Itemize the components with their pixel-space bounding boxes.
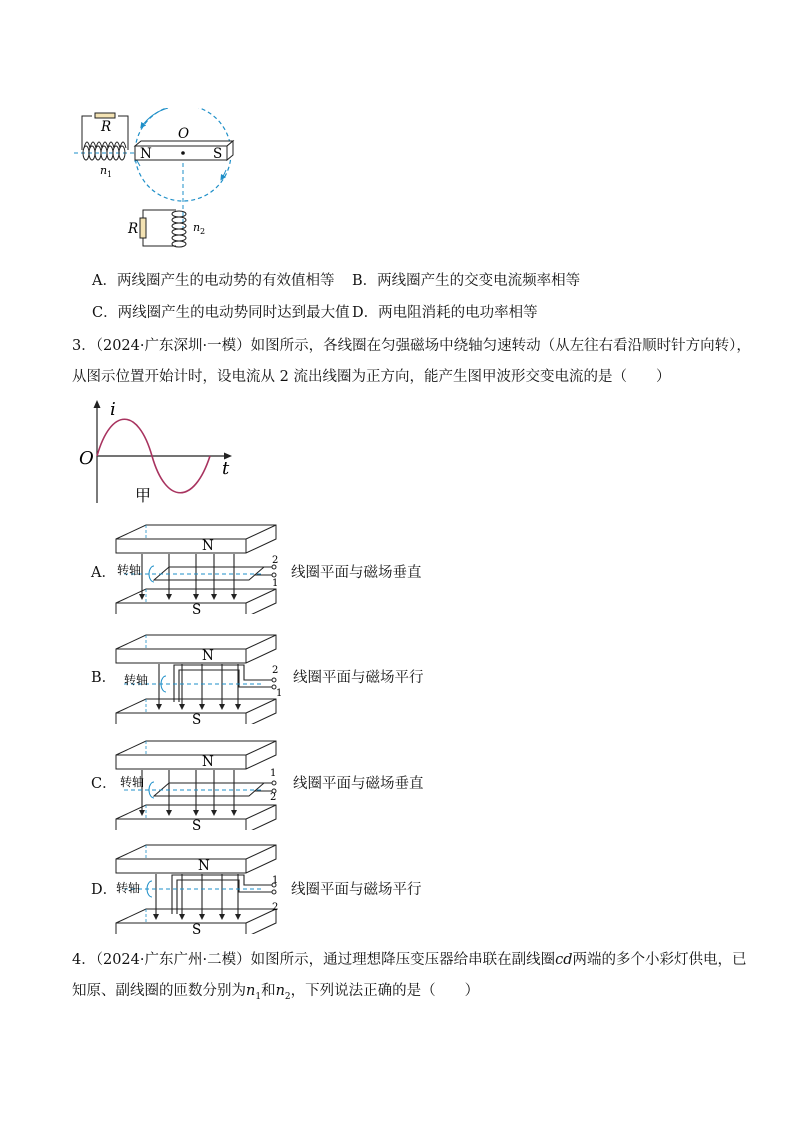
svg-text:O: O	[178, 126, 190, 142]
svg-text:2: 2	[200, 227, 206, 236]
svg-text:转轴: 转轴	[124, 673, 149, 687]
svg-text:S: S	[213, 146, 223, 162]
q3-stem-line2: 从图示位置开始计时，设电流从 2 流出线圈为正方向，能产生图甲波形交变电流的是（ ）	[72, 369, 671, 385]
q3-option-b-desc: 线圈平面与磁场平行	[293, 670, 424, 686]
q2-option-c: C．两线圈产生的电动势同时达到最大值	[92, 305, 350, 321]
q3-stem-line1: 3．（2024·广东深圳·一模）如图所示，各线圈在匀强磁场中绕轴匀速转动（从左往右看沿顺时针方向转），	[72, 338, 751, 354]
q4-and: 和	[261, 983, 276, 999]
svg-text:甲: 甲	[135, 486, 152, 505]
svg-text:t: t	[222, 458, 230, 479]
q4-stem-line1	[72, 950, 747, 970]
svg-text:1: 1	[107, 170, 113, 179]
q4-stem-line2	[72, 981, 479, 1007]
q3-option-a-apparatus	[114, 522, 289, 614]
svg-text:S: S	[192, 922, 202, 934]
q3-option-b-letter: B．	[91, 670, 117, 686]
q2-option-a: A．两线圈产生的电动势的有效值相等	[92, 273, 335, 289]
q4-n1: n	[246, 983, 256, 999]
svg-text:O: O	[79, 448, 94, 469]
svg-text:2: 2	[272, 665, 279, 676]
svg-text:N: N	[140, 146, 152, 162]
q3-option-d-apparatus	[114, 842, 289, 934]
svg-text:2: 2	[270, 792, 277, 803]
svg-text:N: N	[202, 538, 214, 554]
svg-text:S: S	[192, 602, 202, 614]
q3-option-d-letter: D．	[91, 882, 118, 898]
q4-line2-a: 知原、副线圈的匝数分别为	[72, 983, 246, 999]
svg-text:1: 1	[272, 578, 279, 589]
svg-text:N: N	[202, 648, 214, 664]
q2-figure	[70, 108, 260, 248]
svg-text:转轴: 转轴	[116, 881, 141, 895]
svg-text:i: i	[110, 399, 116, 420]
q3-option-d-desc: 线圈平面与磁场平行	[291, 882, 422, 898]
coil-n2	[140, 210, 186, 247]
q2-option-b: B．两线圈产生的交变电流频率相等	[352, 273, 581, 289]
q3-waveform-graph	[76, 397, 246, 509]
q3-option-c-letter: C．	[91, 776, 117, 792]
svg-text:1: 1	[276, 688, 283, 699]
svg-text:S: S	[192, 818, 202, 830]
svg-text:2: 2	[272, 902, 279, 913]
q3-option-c-desc: 线圈平面与磁场垂直	[293, 776, 424, 792]
svg-text:1: 1	[272, 875, 279, 886]
q4-n2: n	[275, 983, 285, 999]
svg-text:n: n	[100, 164, 108, 177]
q4-line1-b: 两端的多个小彩灯供电，已	[572, 952, 747, 968]
svg-text:2: 2	[272, 555, 279, 566]
svg-text:S: S	[192, 712, 202, 724]
q3-option-b-apparatus	[114, 632, 289, 724]
svg-text:R: R	[128, 221, 139, 237]
svg-text:转轴: 转轴	[117, 563, 142, 577]
q3-option-c-apparatus	[114, 738, 289, 830]
svg-text:N: N	[198, 858, 210, 874]
q4-line1-a: 4．（2024·广东广州·二模）如图所示，通过理想降压变压器给串联在副线圈	[72, 952, 556, 968]
q4-var-cd: cd	[555, 952, 573, 968]
q4-n2-sub: 2	[284, 991, 291, 1002]
svg-text:n: n	[193, 221, 201, 234]
q3-option-a-letter: A．	[91, 565, 116, 581]
q4-line2-b: ，下列说法正确的是（ ）	[290, 983, 480, 999]
svg-text:N: N	[202, 754, 214, 770]
svg-text:1: 1	[270, 768, 277, 779]
q2-option-d: D．两电阻消耗的电功率相等	[352, 305, 538, 321]
q3-option-a-desc: 线圈平面与磁场垂直	[291, 565, 422, 581]
q4-n1-sub: 1	[255, 991, 262, 1002]
svg-text:R: R	[101, 119, 112, 135]
svg-text:转轴: 转轴	[120, 775, 145, 789]
